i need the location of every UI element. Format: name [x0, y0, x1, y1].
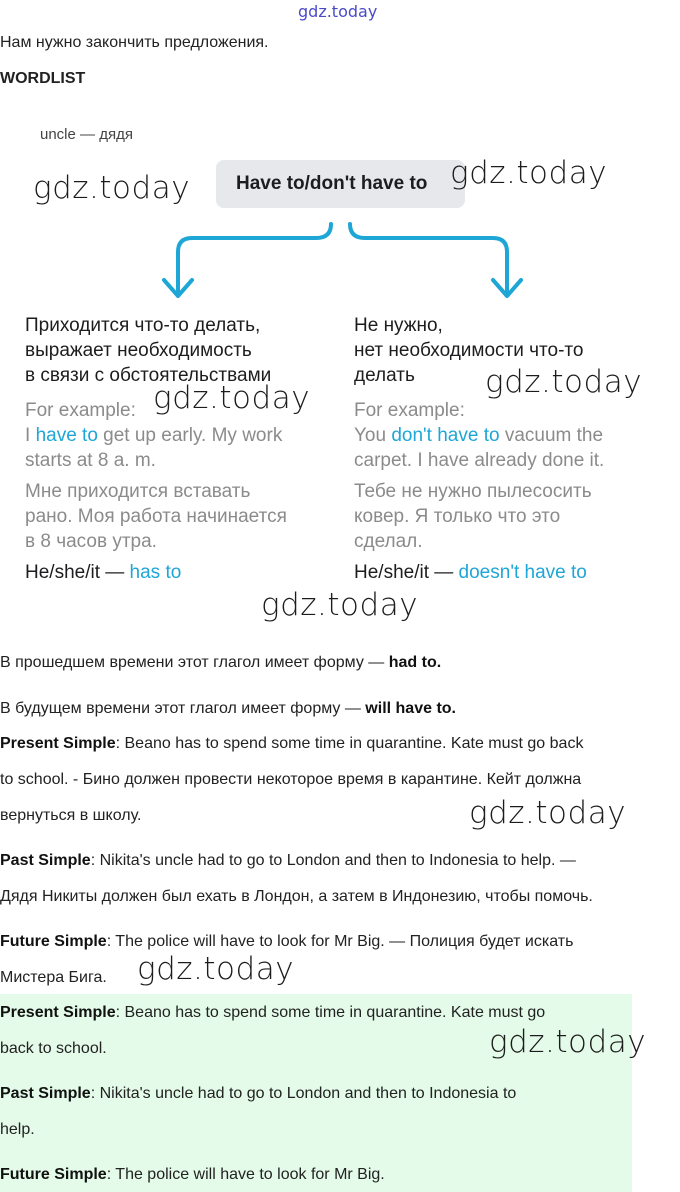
right-translation-2: ковер. Я только что это	[354, 506, 561, 527]
left-heading-3: в связи с обстоятельствами	[25, 365, 272, 386]
left-form: He/she/it — has to	[25, 562, 182, 583]
right-translation-1: Тебе не нужно пылесосить	[354, 481, 592, 502]
left-heading-1: Приходится что-то делать,	[25, 315, 261, 336]
final-past-line-2: help.	[0, 1121, 35, 1138]
answer-present-line-1: Present Simple: Beano has to spend some time in quarantine. Kate must go back	[0, 735, 584, 752]
right-column	[354, 313, 604, 585]
left-arrow-line	[178, 224, 331, 294]
watermark: gdz.today	[469, 795, 627, 831]
left-translation-1: Мне приходится вставать	[25, 481, 251, 502]
future-form-text: В будущем времени этот глагол имеет форму — will have to.	[0, 700, 456, 717]
final-present-line-2: back to school.	[0, 1040, 107, 1057]
right-arrow-line	[350, 224, 507, 294]
wordlist-cut-line: uncle — дядя	[40, 126, 133, 143]
right-example-line-1: You don't have to vacuum the	[354, 425, 604, 446]
past-form-text: В прошедшем времени этот глагол имеет форму — had to.	[0, 654, 442, 671]
left-example-highlight: have to	[35, 425, 98, 446]
watermark: gdz.today	[33, 170, 191, 206]
watermark: gdz.today	[137, 951, 295, 987]
watermark: gdz.today	[485, 364, 643, 400]
left-column	[25, 313, 287, 585]
right-heading-1: Не нужно,	[354, 315, 443, 336]
wordlist-heading: WORDLIST	[0, 70, 86, 87]
left-form-value: has to	[129, 562, 182, 583]
watermark: gdz.today	[153, 380, 311, 416]
watermark: gdz.today	[489, 1024, 647, 1060]
right-heading-2: нет необходимости что-то	[354, 340, 584, 361]
answer-past-line-1: Past Simple: Nikita's uncle had to go to London and then to Indonesia to help. —	[0, 852, 576, 869]
right-translation-3: сделал.	[354, 531, 423, 552]
left-heading-2: выражает необходимость	[25, 340, 252, 361]
watermark-top: gdz.today	[298, 2, 378, 21]
left-translation-3: в 8 часов утра.	[25, 531, 157, 552]
left-example-line-2: starts at 8 a. m.	[25, 450, 156, 471]
answer-past-line-2: Дядя Никиты должен был ехать в Лондон, а затем в Индонезию, чтобы помочь.	[0, 888, 593, 905]
left-example-label: For example:	[25, 400, 136, 421]
answer-present-line-3: вернуться в школу.	[0, 807, 142, 824]
right-example-line-2: carpet. I have already done it.	[354, 450, 605, 471]
intro-text: Нам нужно закончить предложения.	[0, 34, 269, 51]
answer-present-line-2: to school. - Бино должен провести некоторое время в карантине. Кейт должна	[0, 771, 582, 788]
left-translation-2: рано. Моя работа начинается	[25, 506, 287, 527]
watermark: gdz.today	[261, 587, 419, 623]
watermark: gdz.today	[450, 155, 608, 191]
right-example-highlight: don't have to	[391, 425, 500, 446]
right-heading-3: делать	[354, 365, 415, 386]
final-future-line-1: Future Simple: The police will have to look for Mr Big.	[0, 1166, 385, 1183]
answer-future-line-2: Мистера Бига.	[0, 969, 107, 986]
answer-future-line-1: Future Simple: The police will have to look for Mr Big. — Полиция будет искать	[0, 933, 574, 950]
final-past-line-1: Past Simple: Nikita's uncle had to go to London and then to Indonesia to	[0, 1085, 517, 1102]
have-to-pill: Have to/don't have to	[216, 160, 465, 208]
right-form: He/she/it — doesn't have to	[354, 562, 587, 583]
right-example-label: For example:	[354, 400, 465, 421]
left-example-line-1: I have to get up early. My work	[25, 425, 283, 446]
final-present-line-1: Present Simple: Beano has to spend some time in quarantine. Kate must go	[0, 1004, 546, 1021]
right-form-value: doesn't have to	[458, 562, 587, 583]
